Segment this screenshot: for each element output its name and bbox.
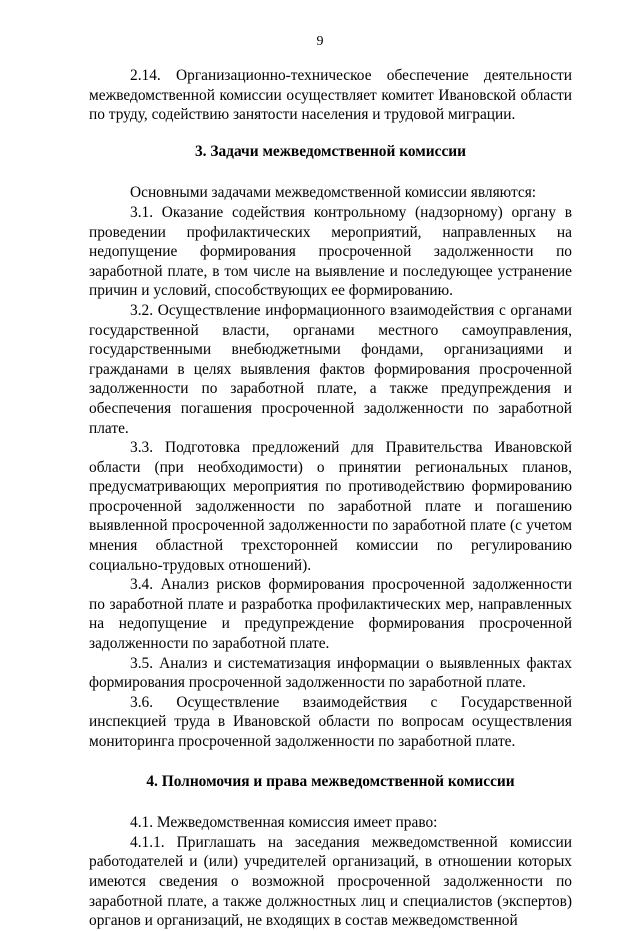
paragraph-3-2: 3.2. Осуществление информационного взаимодействия с органами государственной власти, органами местного самоуправления, государственными внебюджетными фондами, организациями и гражданами в целях выявления фактов формирования просроченной задолженности по заработной плате, а также предупреждения и обеспечения погашения просроченной задолженности по заработной плате. (89, 301, 572, 437)
page-number: 9 (316, 34, 324, 49)
paragraph-3-6: 3.6. Осуществление взаимодействия с Государственной инспекцией труда в Ивановской области по вопросам осуществления мониторинга просроченной задолженности по заработной плате. (89, 693, 572, 750)
paragraph-4-1: 4.1. Межведомственная комиссия имеет право: (130, 814, 438, 832)
document-body (89, 66, 572, 931)
paragraph-3-4: 3.4. Анализ рисков формирования просроченной задолженности по заработной плате и разработка профилактических мер, направленных на недопущение и предупреждение формирования просроченной задолженности по заработной плате. (89, 576, 572, 653)
section-3-intro: Основными задачами межведомственной комиссии являются: (130, 184, 537, 202)
paragraph-3-3: 3.3. Подготовка предложений для Правительства Ивановской области (при необходимости) о принятии региональных планов, предусматривающих мероприятия по противодействию формированию просроченной задолженности по заработной плате и погашению выявленной просроченной задолженности по заработной плате (с учетом мнения областной трехсторонней комиссии по регулированию социально-трудовых отношений). (89, 439, 572, 574)
paragraph-2-14: 2.14. Организационно-техническое обеспечение деятельности межведомственной комиссии осуществляет комитет Ивановской области по труду, содействию занятости населения и трудовой миграции. (89, 67, 572, 124)
paragraph-4-1-1: 4.1.1. Приглашать на заседания межведомственной комиссии работодателей и (или) учредителей организаций, в отношении которых имеются сведения о возможной просроченной задолженности по заработной плате, а также должностных лиц и специалистов (экспертов) органов и организаций, не входящих в состав межведомственной (89, 833, 572, 930)
section-4-title: 4. Полномочия и права межведомственной комиссии (146, 772, 515, 790)
paragraph-3-5: 3.5. Анализ и систематизация информации о выявленных фактах формирования просроченной задолженности по заработной плате. (89, 654, 572, 692)
section-3-title: 3. Задачи межведомственной комиссии (194, 142, 467, 160)
paragraph-3-1: 3.1. Оказание содействия контрольному (надзорному) органу в проведении профилактических мероприятий, направленных на недопущение формирования просроченной задолженности по заработной плате, в том числе на выявление и последующее устранение причин и условий, способствующих ее формированию. (89, 203, 572, 300)
